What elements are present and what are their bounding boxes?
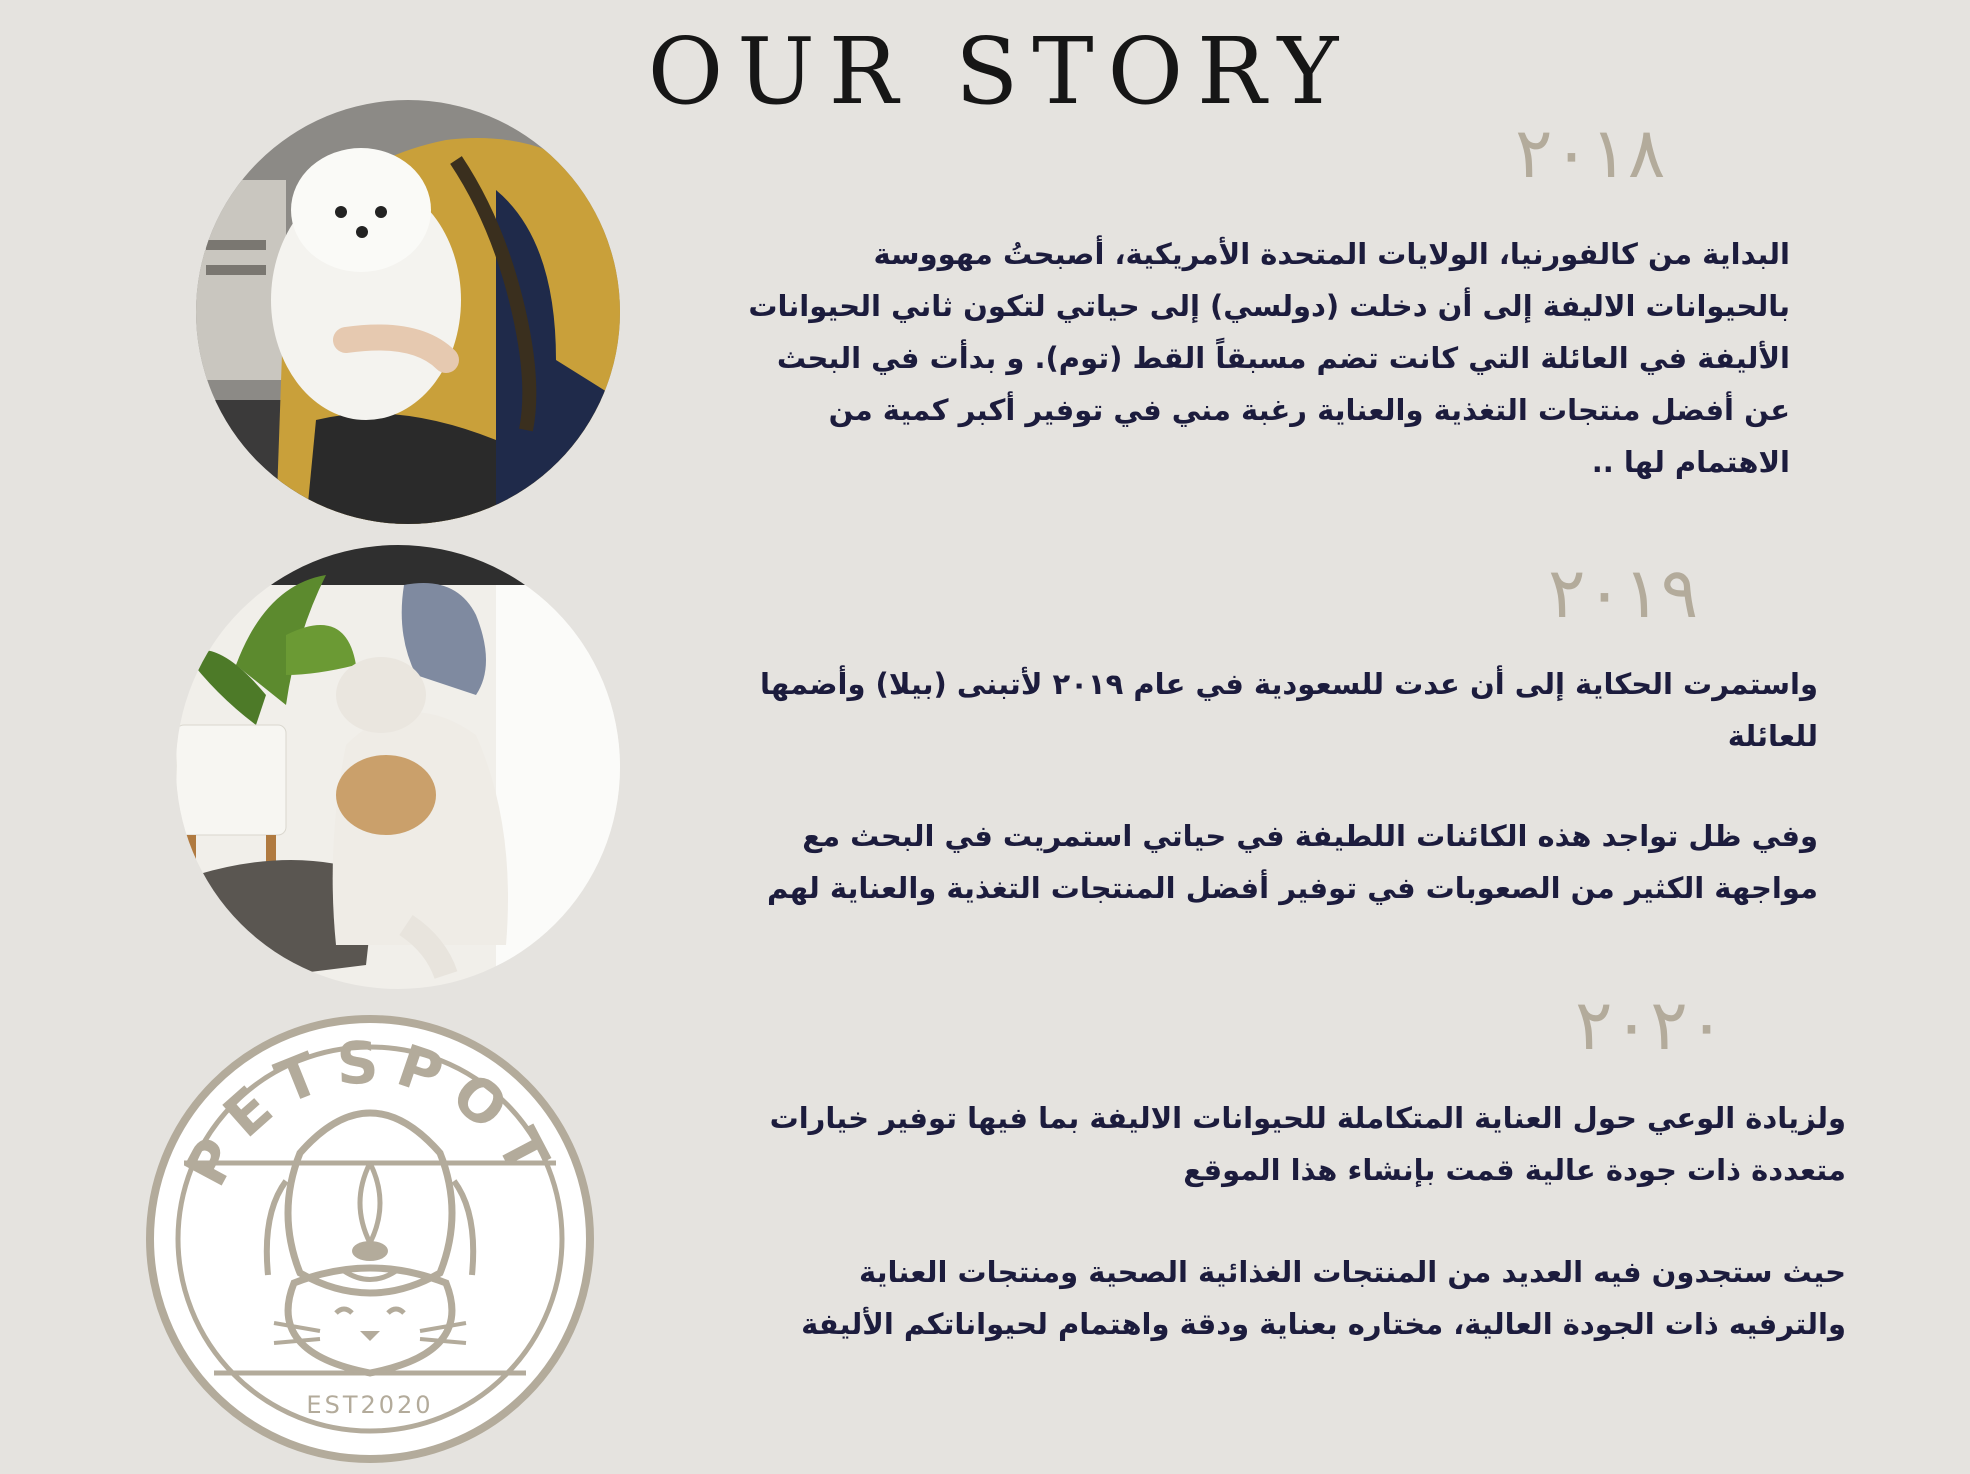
story-2020-paragraph-1: ولزيادة الوعي حول العناية المتكاملة للحيوانات الاليفة بما فيها توفير خيارات متعددة ذات جودة عالية قمت بإنشاء هذا الموقع	[769, 1101, 1846, 1187]
logo-established-text: EST2020	[306, 1391, 434, 1419]
logo-brand-text: PETSPOT	[171, 1028, 569, 1197]
story-2019-paragraph-2: وفي ظل تواجد هذه الكائنات اللطيفة في حياتي استمريت في البحث مع مواجهة الكثير من الصعوبات في توفير أفضل المنتجات التغذية والعناية لهم	[766, 819, 1818, 905]
year-2018: ٢٠١٨	[1515, 112, 1666, 194]
story-2018-paragraph: البداية من كالفورنيا، الولايات المتحدة الأمريكية، أصبحتُ مهووسة بالحيوانات الاليفة إلى أن دخلت (دولسي) إلى حياتي لتكون ثاني الحيوانات الأليفة في العائلة التي كانت تضم مسبقاً القط (توم). و بدأت في البحث عن أفضل منتجات التغذية والعناية رغبة مني في توفير أكبر كمية من الاهتمام لها ..	[748, 237, 1790, 479]
photo-woman-with-dogs	[176, 545, 620, 989]
petspot-logo	[144, 1013, 596, 1465]
year-2019: ٢٠١٩	[1548, 552, 1699, 634]
story-2019-paragraph-1: واستمرت الحكاية إلى أن عدت للسعودية في عام ٢٠١٩ لأتبنى (بيلا) وأضمها للعائلة	[760, 667, 1818, 753]
story-2020-paragraph-2: حيث ستجدون فيه العديد من المنتجات الغذائية الصحية ومنتجات العناية والترفيه ذات الجودة العالية، مختاره بعناية ودقة واهتمام لحيواناتكم الأليفة	[801, 1255, 1846, 1341]
photo-woman-holding-dog	[196, 100, 620, 524]
page-title: OUR STORY	[647, 18, 1353, 125]
year-2020: ٢٠٢٠	[1575, 984, 1726, 1066]
